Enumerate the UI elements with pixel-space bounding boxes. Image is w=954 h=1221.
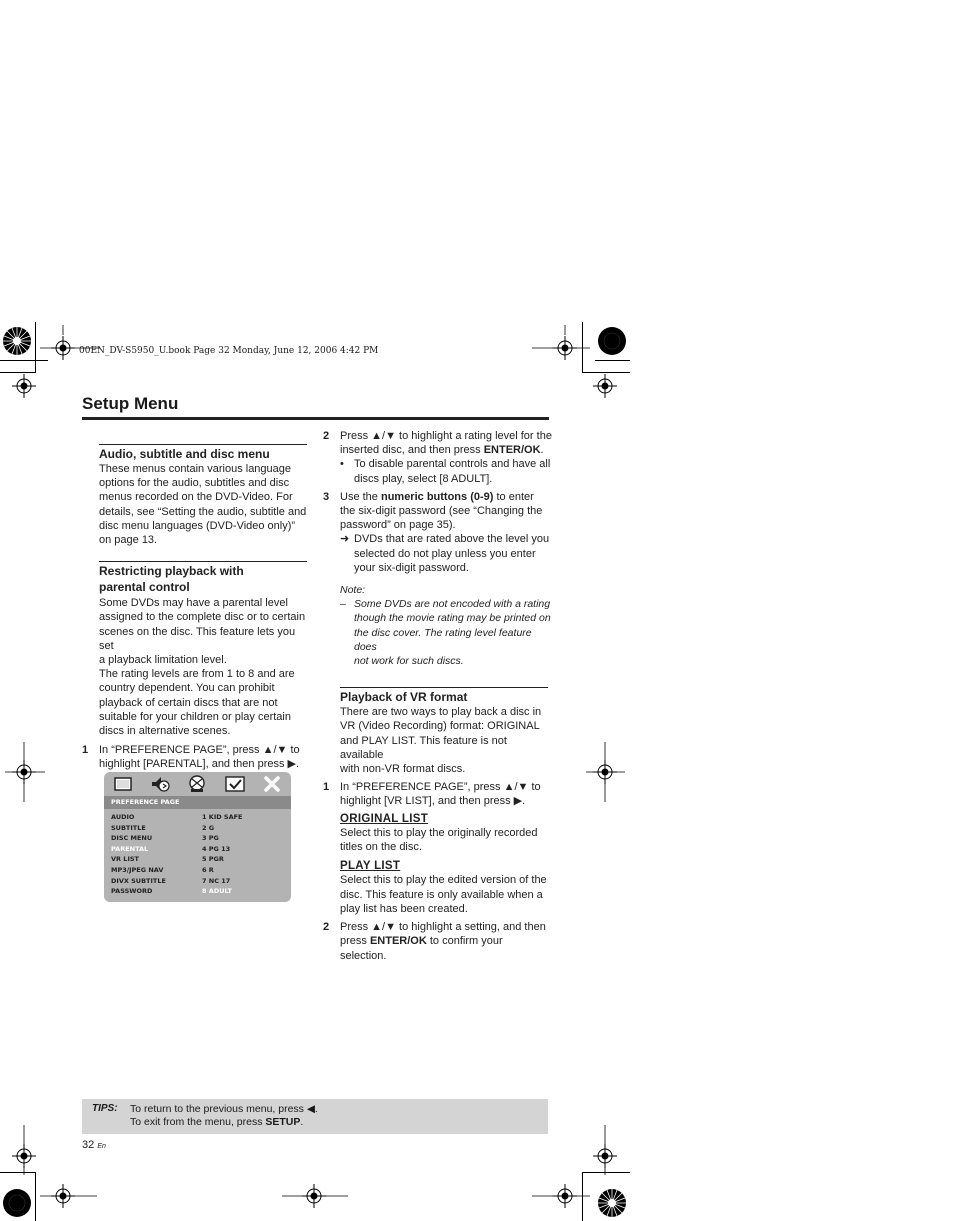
text-line: menus recorded on the DVD-Video. For [99,491,293,504]
text-line: The rating levels are from 1 to 8 and are [99,668,295,681]
right-column [323,429,552,963]
section-rule [99,561,307,562]
tips-label: TIPS: [92,1103,118,1114]
text-line: In “PREFERENCE PAGE”, press ▲/▼ to [340,781,541,794]
text-line: discs play, select [8 ADULT]. [354,472,493,485]
menu-value: 3 PG [202,834,219,843]
disc-icon [186,775,208,793]
step-2-vr [323,920,552,963]
text-run: . [300,1116,304,1128]
tips-box [82,1099,548,1134]
text-run: To exit from the menu, press [130,1116,266,1128]
menu-value: 4 PG 13 [202,844,231,853]
text-run: . [540,444,544,457]
text-line: Press ▲/▼ to highlight a setting, and then [340,921,546,934]
step-number: 1 [323,781,330,794]
text-line: DVDs that are rated above the level you [354,533,550,546]
bullet-mark: • [340,458,344,471]
text-line: titles on the disc. [340,841,422,854]
menu-key: DISC MENU [111,834,153,843]
text-line: a playback limitation level. [99,654,227,667]
step-number: 2 [323,921,330,934]
menu-value-selected: 8 ADULT [202,887,232,896]
original-list-body [340,826,552,854]
text-line: and PLAY LIST. This feature is not available [340,734,507,761]
menu-row [111,876,286,887]
page-number [82,1139,106,1151]
menu-title-bar: PREFERENCE PAGE [104,796,291,809]
menu-value: 7 NC 17 [202,876,231,885]
original-list-heading: ORIGINAL LIST [340,812,429,825]
tv-icon [112,775,134,793]
menu-row [111,823,286,834]
section-rule [340,687,548,688]
exit-icon [261,775,283,793]
menu-key: DIVX SUBTITLE [111,876,166,885]
menu-row [111,865,286,876]
text-line: To disable parental controls and have all [354,458,551,471]
tips-line [130,1116,303,1128]
text-line: password” on page 35). [340,519,456,532]
text-line [340,934,552,948]
tips-line: To return to the previous menu, press ◀. [130,1103,318,1115]
section-heading-parental [99,563,307,595]
file-header: 00EN_DV-S5950_U.book Page 32 Monday, June 12, 2006 4:42 PM [79,346,379,356]
section-body-vr [340,705,552,776]
menu-rows [111,812,286,897]
menu-row [111,886,286,897]
step-number: 2 [323,430,330,442]
section-rule [99,444,307,445]
text-line: options for the audio, subtitles and disc [99,477,290,490]
menu-row [111,854,286,865]
enter-ok-label: ENTER/OK [369,935,427,948]
menu-value: 6 R [202,865,214,874]
title-rule [82,417,549,420]
text-line: In “PREFERENCE PAGE”, press ▲/▼ to [99,744,300,757]
step-number: 1 [82,744,89,757]
section-body-audio [99,462,307,547]
text-line: highlight [VR LIST], and then press ▶. [340,795,526,808]
note-item [340,597,552,668]
text-line [340,443,552,457]
menu-key: PASSWORD [111,887,153,896]
menu-row-selected [111,844,286,855]
play-list-heading: PLAY LIST [340,860,401,873]
step-2-parental [323,429,552,486]
text-line: VR (Video Recording) format: ORIGINAL [340,720,540,733]
text-line: playback of certain discs that are not [99,696,278,709]
menu-value: 1 KID SAFE [202,813,243,821]
text-line: though the movie rating may be printed on [354,612,551,625]
menu-row [111,833,286,844]
text-line [340,490,552,504]
text-line: Select this to play the edited version of the [340,874,547,887]
note-label: Note: [340,584,366,597]
menu-key: SUBTITLE [111,823,146,832]
menu-key: PARENTAL [111,844,149,853]
text-line: disc menu languages (DVD-Video only)” [99,519,296,532]
heading-line: parental control [99,580,190,595]
text-line: highlight [PARENTAL], and then press ▶. [99,758,300,771]
text-line: Some DVDs may have a parental level [99,597,288,610]
section-body-parental [99,596,307,738]
text-line: suitable for your children or play certain [99,710,291,723]
page-number-value: 32 [82,1139,95,1151]
text-line: your six-digit password. [354,561,469,574]
text-run: press [340,935,370,948]
menu-value: 5 PGR [202,855,224,864]
preference-menu-screenshot [104,772,291,902]
text-line: discs in alternative scenes. [99,725,231,738]
text-run: inserted disc, and then press [340,444,484,457]
text-line: play list has been created. [340,902,468,915]
text-line: disc. This feature is only available when a [340,888,543,901]
text-line: assigned to the complete disc or to certain [99,611,306,624]
menu-row [111,812,286,823]
text-line: with non-VR format discs. [340,763,466,776]
dash-mark: – [340,598,346,611]
step-3-parental [323,490,552,575]
note [340,583,552,668]
setup-label: SETUP [265,1116,301,1128]
heading-line: Restricting playback with [99,564,244,579]
text-line: the six-digit password (see “Changing the [340,505,543,518]
menu-value: 2 G [202,823,215,832]
numeric-buttons-label: numeric buttons (0-9) [380,490,494,503]
text-line: There are two ways to play back a disc in [340,706,542,719]
text-line: selection. [340,949,387,962]
text-run: to confirm your [426,935,503,948]
menu-key: VR LIST [111,855,139,864]
left-column [82,444,307,772]
enter-ok-label: ENTER/OK [483,444,541,457]
section-heading-audio: Audio, subtitle and disc menu [99,447,270,461]
menu-key: MP3/JPEG NAV [111,865,164,874]
result-item [340,532,552,575]
text-line: not work for such discs. [354,655,464,668]
text-line: selected do not play unless you enter [354,547,536,560]
page-language: En [97,1143,106,1150]
text-line: details, see “Setting the audio, subtitle and [99,505,307,518]
arrow-icon: ➜ [340,533,350,546]
text-run: Use the [340,490,381,503]
text-line: the disc cover. The rating level feature does [354,626,532,653]
step-1-parental [82,743,307,771]
text-line: on page 13. [99,534,158,547]
speaker-icon [149,775,171,793]
text-line: scenes on the disc. This feature lets you set [99,625,296,652]
menu-key: AUDIO [111,813,135,821]
page-title: Setup Menu [82,394,179,413]
menu-icon-bar [104,772,291,796]
bullet-item [340,457,552,485]
play-list-body [340,873,552,916]
text-line: Select this to play the originally recorded [340,826,538,839]
step-number: 3 [323,490,330,503]
text-line: Some DVDs are not encoded with a rating [354,598,551,611]
preference-icon [224,775,246,793]
text-run: to enter [493,490,534,503]
section-heading-vr: Playback of VR format [340,690,468,705]
step-1-vr [323,780,552,808]
text-line: country dependent. You can prohibit [99,682,275,695]
text-line: Press ▲/▼ to highlight a rating level for the [340,430,552,442]
text-line: These menus contain various language [99,463,292,475]
